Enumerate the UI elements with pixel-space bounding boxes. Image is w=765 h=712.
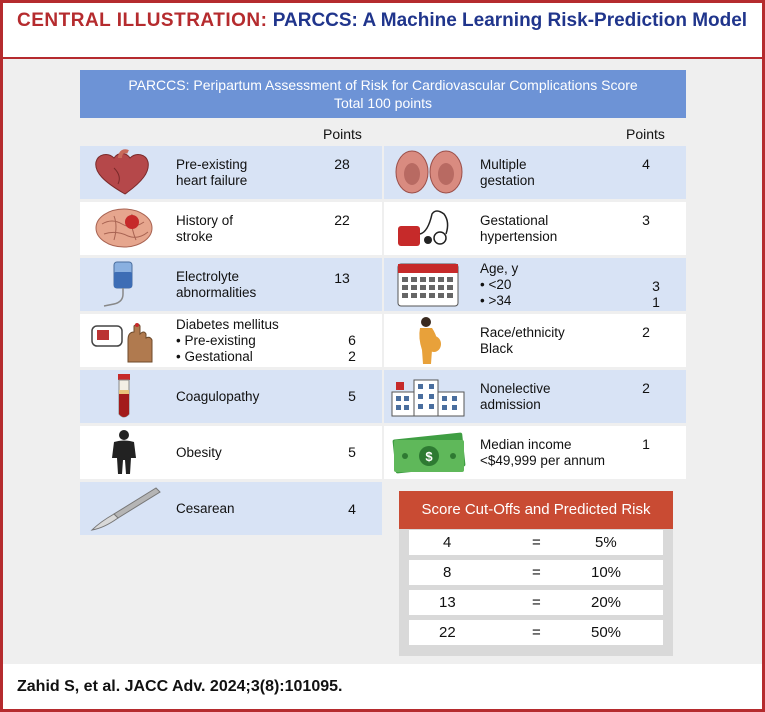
factor-label: Age, y • <20 • >34 (480, 260, 519, 308)
factor-points: 22 (334, 212, 350, 228)
factor-points: 1 (642, 436, 650, 452)
figure-title (17, 10, 757, 32)
factor-points: 1 (652, 294, 660, 310)
factor-label: Diabetes mellitus • Pre-existing • Gestational (176, 316, 279, 364)
score-value: 4 (443, 534, 452, 551)
risk-value: 20% (591, 594, 622, 611)
calendar-icon (388, 260, 470, 309)
factor-label: Coagulopathy (176, 388, 260, 404)
score-table-title: Score Cut-Offs and Predicted Risk (399, 491, 673, 529)
factor-row (80, 146, 382, 199)
score-banner (80, 70, 686, 118)
risk-value: 5% (595, 534, 617, 551)
body-silhouette-icon (84, 428, 166, 477)
uterus-icon (388, 148, 470, 197)
factor-label: Race/ethnicity Black (480, 324, 565, 356)
figure-title-lead: CENTRAL ILLUSTRATION: (17, 10, 268, 31)
left-points-header: Points (323, 126, 362, 142)
score-equals: = (532, 564, 541, 581)
risk-value: 10% (591, 564, 622, 581)
banner-total: Total 100 points (333, 95, 433, 111)
factor-row (80, 426, 382, 479)
score-value: 22 (439, 624, 456, 641)
factor-points: 2 (348, 348, 356, 364)
factor-row (384, 314, 686, 367)
pregnant-woman-icon (388, 316, 470, 365)
score-value: 13 (439, 594, 456, 611)
banner-title: PARCCS: Peripartum Assessment of Risk for Cardiovascular Complications Score (128, 77, 638, 93)
score-equals: = (532, 624, 541, 641)
glucometer-icon (84, 316, 166, 365)
score-equals: = (532, 534, 541, 551)
right-points-header: Points (626, 126, 665, 142)
score-cutoff-table (399, 491, 673, 656)
factor-label: Pre-existing heart failure (176, 156, 248, 188)
score-value: 8 (443, 564, 452, 581)
factor-points: 28 (334, 156, 350, 172)
factor-points: 2 (642, 324, 650, 340)
factor-label: Gestational hypertension (480, 212, 558, 244)
heart-icon (84, 148, 166, 197)
factor-row (384, 146, 686, 199)
factor-label: Obesity (176, 444, 222, 460)
brain-icon (84, 204, 166, 253)
factor-row (384, 370, 686, 423)
factor-row (80, 202, 382, 255)
factor-row (80, 314, 382, 367)
factor-label: Median income <$49,999 per annum (480, 436, 605, 468)
hospital-icon (388, 372, 470, 421)
money-icon (388, 428, 470, 477)
factor-label: History of stroke (176, 212, 234, 244)
score-row (409, 620, 663, 645)
factor-row (80, 370, 382, 423)
factor-points: 13 (334, 270, 350, 286)
factor-points: 3 (642, 212, 650, 228)
factor-points: 6 (348, 332, 356, 348)
score-row (409, 530, 663, 555)
score-row (409, 560, 663, 585)
factor-label: Electrolyte abnormalities (176, 268, 257, 300)
blood-pressure-cuff-icon (388, 204, 470, 253)
factor-label: Nonelective admission (480, 380, 551, 412)
factor-points: 5 (348, 444, 356, 460)
iv-bag-icon (84, 260, 166, 309)
factor-points: 4 (348, 501, 356, 517)
blood-tube-icon (84, 372, 166, 421)
factor-row (80, 482, 382, 535)
risk-value: 50% (591, 624, 622, 641)
factor-row (384, 202, 686, 255)
factor-points: 3 (652, 278, 660, 294)
figure-header (3, 3, 762, 57)
factor-row (384, 426, 686, 479)
factor-points: 4 (642, 156, 650, 172)
figure-footer (3, 664, 762, 709)
factor-points: 2 (642, 380, 650, 396)
factor-points: 5 (348, 388, 356, 404)
score-equals: = (532, 594, 541, 611)
citation: Zahid S, et al. JACC Adv. 2024;3(8):101095. (17, 678, 343, 695)
factor-label: Multiple gestation (480, 156, 535, 188)
score-row (409, 590, 663, 615)
factor-row (80, 258, 382, 311)
figure-title-text: PARCCS: A Machine Learning Risk-Prediction Model (272, 10, 748, 31)
scalpel-icon (84, 484, 166, 533)
factor-row (384, 258, 686, 311)
svg-text:$: $ (425, 449, 433, 464)
factor-label: Cesarean (176, 500, 235, 516)
